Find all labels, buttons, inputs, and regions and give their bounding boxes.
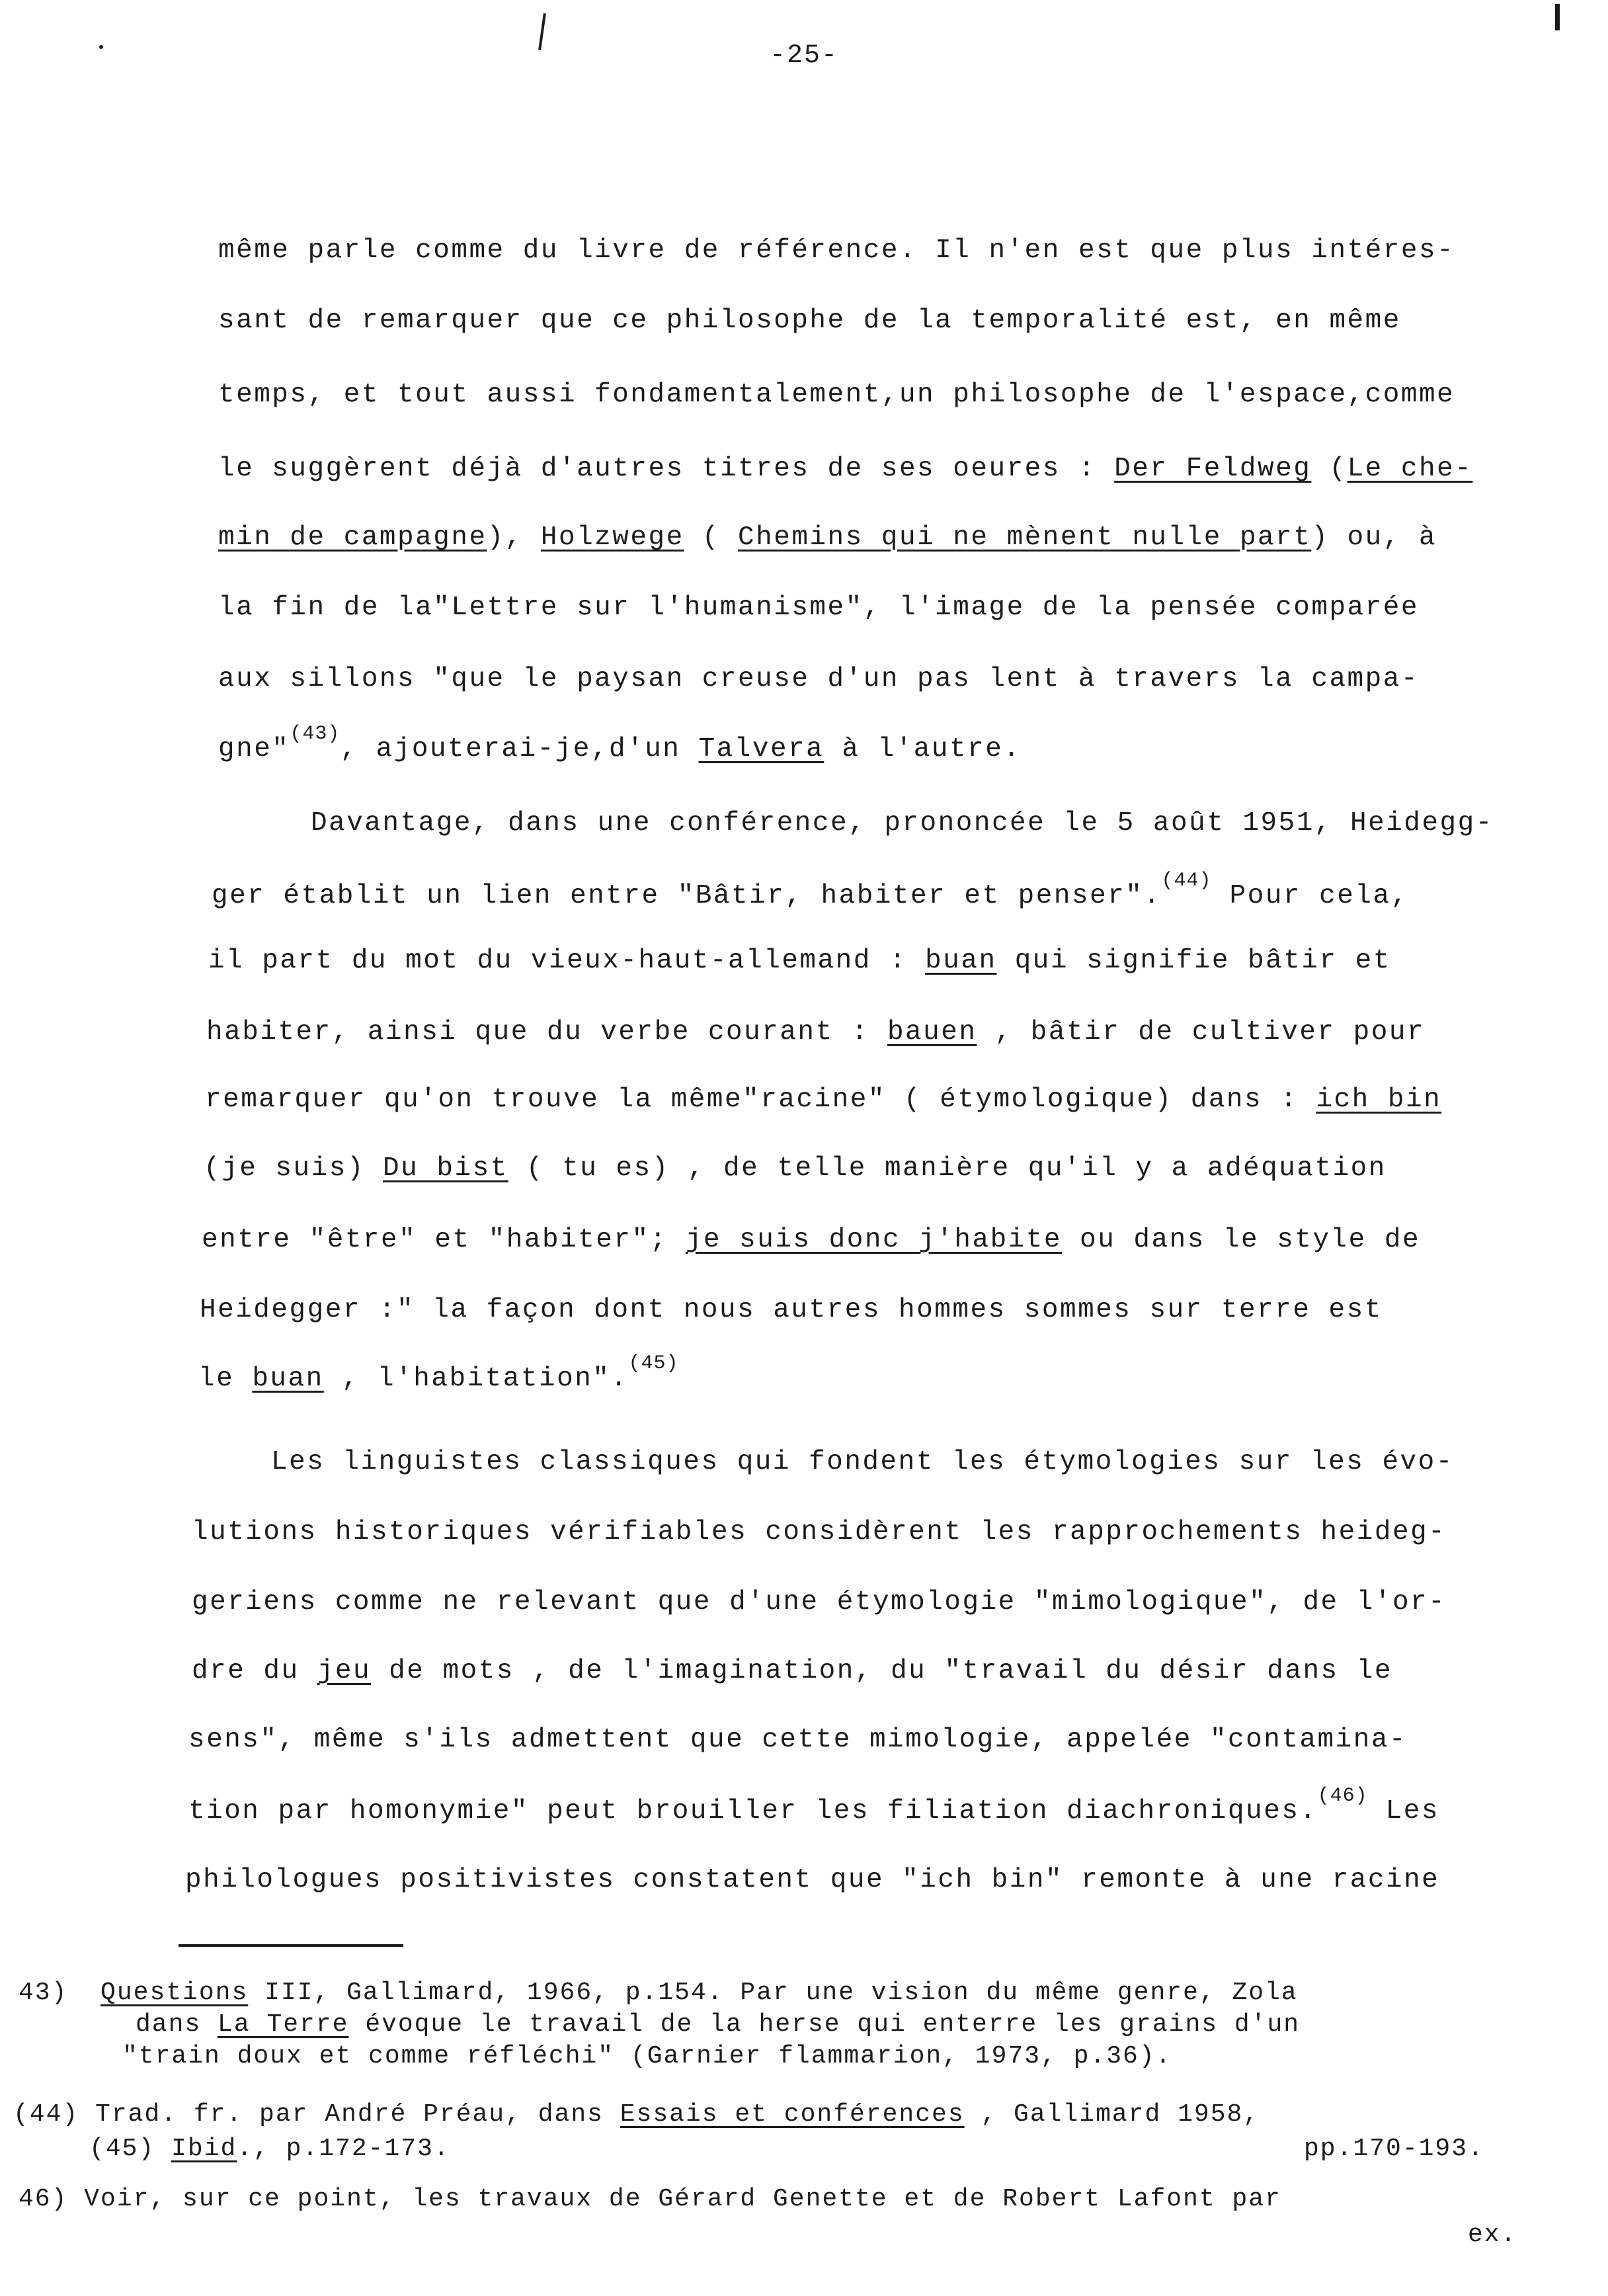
- p2-line-2: [212, 870, 1409, 911]
- text-run: ., p.172-173.: [237, 2135, 450, 2163]
- p3-line-7: philologues positivistes constatent que "ich bin" remonte à une racine: [185, 1865, 1440, 1895]
- scan-mark-top-right: [1555, 4, 1560, 30]
- footnote-44-title: Essais et conférences: [620, 2100, 965, 2129]
- term-buan-2: buan: [252, 1364, 324, 1394]
- p2-line-8: Heidegger :" la façon dont nous autres hommes sommes sur terre est: [200, 1295, 1383, 1325]
- p1-line-6: la fin de la"Lettre sur l'humanisme", l'image de la pensée comparée: [218, 593, 1419, 623]
- footnote-43-line-1: [19, 1979, 1298, 2007]
- footnote-43-line-3: "train doux et comme réfléchi" (Garnier flammarion, 1973, p.36).: [122, 2042, 1172, 2070]
- title-der-feldweg: Der Feldweg: [1114, 454, 1312, 484]
- text-run: à l'autre.: [824, 734, 1022, 764]
- page-number: -25-: [769, 41, 838, 71]
- text-run: de mots , de l'imagination, du "travail du désir dans le: [371, 1656, 1392, 1686]
- text-run: le: [198, 1364, 253, 1394]
- p2-line-5: [205, 1085, 1441, 1115]
- text-run: , Gallimard 1958,: [964, 2100, 1260, 2129]
- footnote-45-line: [89, 2135, 450, 2163]
- text-run: , ajouterai-je,d'un: [340, 734, 699, 764]
- footnote-ref-43: (43): [290, 723, 341, 745]
- text-run: dans: [136, 2010, 218, 2039]
- p2-line-6: [204, 1153, 1387, 1184]
- title-chemins-qui-ne-menent: Chemins qui ne mènent nulle part: [738, 522, 1312, 553]
- term-ich-bin: ich bin: [1316, 1085, 1442, 1115]
- text-run: III, Gallimard, 1966, p.154. Par une vision du même genre, Zola: [248, 1979, 1298, 2007]
- term-du-bist: Du bist: [383, 1153, 508, 1184]
- footnote-43-title-questions: Questions: [100, 1979, 249, 2007]
- text-run: Les: [1367, 1796, 1439, 1826]
- text-run: le suggèrent déjà d'autres titres de ses oeures :: [218, 454, 1115, 484]
- p3-line-1: Les linguistes classiques qui fondent les étymologies sur les évo-: [271, 1447, 1454, 1477]
- text-run: ger établit un lien entre "Bâtir, habiter et penser".: [212, 881, 1162, 911]
- footnote-ref-45: (45): [628, 1352, 679, 1375]
- footnote-46-line-2: ex.: [1468, 2221, 1517, 2249]
- p3-line-4: [192, 1656, 1392, 1686]
- p1-line-4: [218, 454, 1472, 484]
- text-run: (: [684, 522, 739, 553]
- p3-line-2: lutions historiques vérifiables considèrent les rapprochements heideg-: [192, 1517, 1447, 1547]
- p1-line-5: [218, 522, 1437, 553]
- p1-line-1: même parle comme du livre de référence. Il n'en est que plus intéres-: [218, 235, 1455, 266]
- p2-line-7: [202, 1225, 1420, 1255]
- footnote-45-marker: (45): [89, 2135, 172, 2163]
- footnote-44-line-1: [13, 2100, 1260, 2129]
- text-run: entre "être" et "habiter";: [202, 1225, 686, 1255]
- p2-line-3: [208, 946, 1391, 976]
- text-run: habiter, ainsi que du verbe courant :: [206, 1017, 887, 1047]
- term-jeu: jeu: [317, 1656, 372, 1686]
- text-run: évoque le travail de la herse qui enterre les grains d'un: [348, 2010, 1301, 2039]
- text-run: , l'habitation".: [323, 1364, 629, 1394]
- text-run: (: [1311, 454, 1347, 484]
- p1-line-3: temps, et tout aussi fondamentalement,un philosophe de l'espace,comme: [218, 380, 1455, 410]
- text-run: tion par homonymie" peut brouiller les filiation diachroniques.: [188, 1796, 1318, 1826]
- text-run: il part du mot du vieux-haut-allemand :: [208, 946, 926, 976]
- title-holzwege: Holzwege: [540, 522, 684, 553]
- p1-line-2: sant de remarquer que ce philosophe de la temporalité est, en même: [218, 306, 1401, 336]
- footnote-46-line-1: 46) Voir, sur ce point, les travaux de Gérard Genette et de Robert Lafont par: [19, 2185, 1281, 2213]
- term-buan: buan: [925, 946, 997, 976]
- p1-line-7: aux sillons "que le paysan creuse d'un pas lent à travers la campa-: [218, 664, 1419, 694]
- footnote-43-marker: 43): [19, 1979, 68, 2007]
- p2-line-9: [198, 1352, 679, 1394]
- footnote-ref-46: (46): [1317, 1785, 1368, 1807]
- text-run: dre du: [192, 1656, 317, 1686]
- p3-line-3: geriens comme ne relevant que d'une étymologie "mimologique", de l'or-: [192, 1587, 1447, 1618]
- footnote-43-line-2: [136, 2010, 1300, 2039]
- spacer: [67, 1979, 100, 2007]
- footnote-45-ibid: Ibid: [171, 2135, 237, 2163]
- text-run: remarquer qu'on trouve la même"racine" ( étymologique) dans :: [205, 1085, 1316, 1115]
- text-run: , bâtir de cultiver pour: [977, 1017, 1426, 1047]
- text-run: (je suis): [204, 1153, 383, 1184]
- text-run: ),: [487, 522, 541, 553]
- footnote-ref-44: (44): [1161, 870, 1212, 892]
- p1-line-8: [218, 723, 1022, 764]
- text-run: ( tu es) , de telle manière qu'il y a adéquation: [508, 1153, 1387, 1184]
- p3-line-5: sens", même s'ils admettent que cette mimologie, appelée "contamina-: [188, 1725, 1408, 1755]
- p3-line-6: [188, 1785, 1439, 1826]
- title-le-chemin-de-campagne-cont: min de campagne: [218, 522, 487, 553]
- text-run: ou dans le style de: [1062, 1225, 1421, 1255]
- text-run: gne": [218, 734, 290, 764]
- footnote-44-pages: pp.170-193.: [1304, 2135, 1484, 2163]
- term-je-suis-donc-j-habite: je suis donc j'habite: [685, 1225, 1062, 1255]
- text-run: Pour cela,: [1211, 881, 1409, 911]
- p2-line-4: [206, 1017, 1425, 1047]
- term-talvera: Talvera: [698, 734, 824, 764]
- text-run: ) ou, à: [1311, 522, 1437, 553]
- p2-line-1: Davantage, dans une conférence, prononcée le 5 août 1951, Heidegg-: [311, 808, 1494, 839]
- term-bauen: bauen: [887, 1017, 977, 1047]
- text-run: qui signifie bâtir et: [996, 946, 1391, 976]
- title-le-chemin-de-campagne: Le che-: [1347, 454, 1473, 484]
- text-run: (44) Trad. fr. par André Préau, dans: [13, 2100, 620, 2129]
- footnote-separator: [179, 1944, 403, 1947]
- footnote-43-title-la-terre: La Terre: [218, 2010, 349, 2039]
